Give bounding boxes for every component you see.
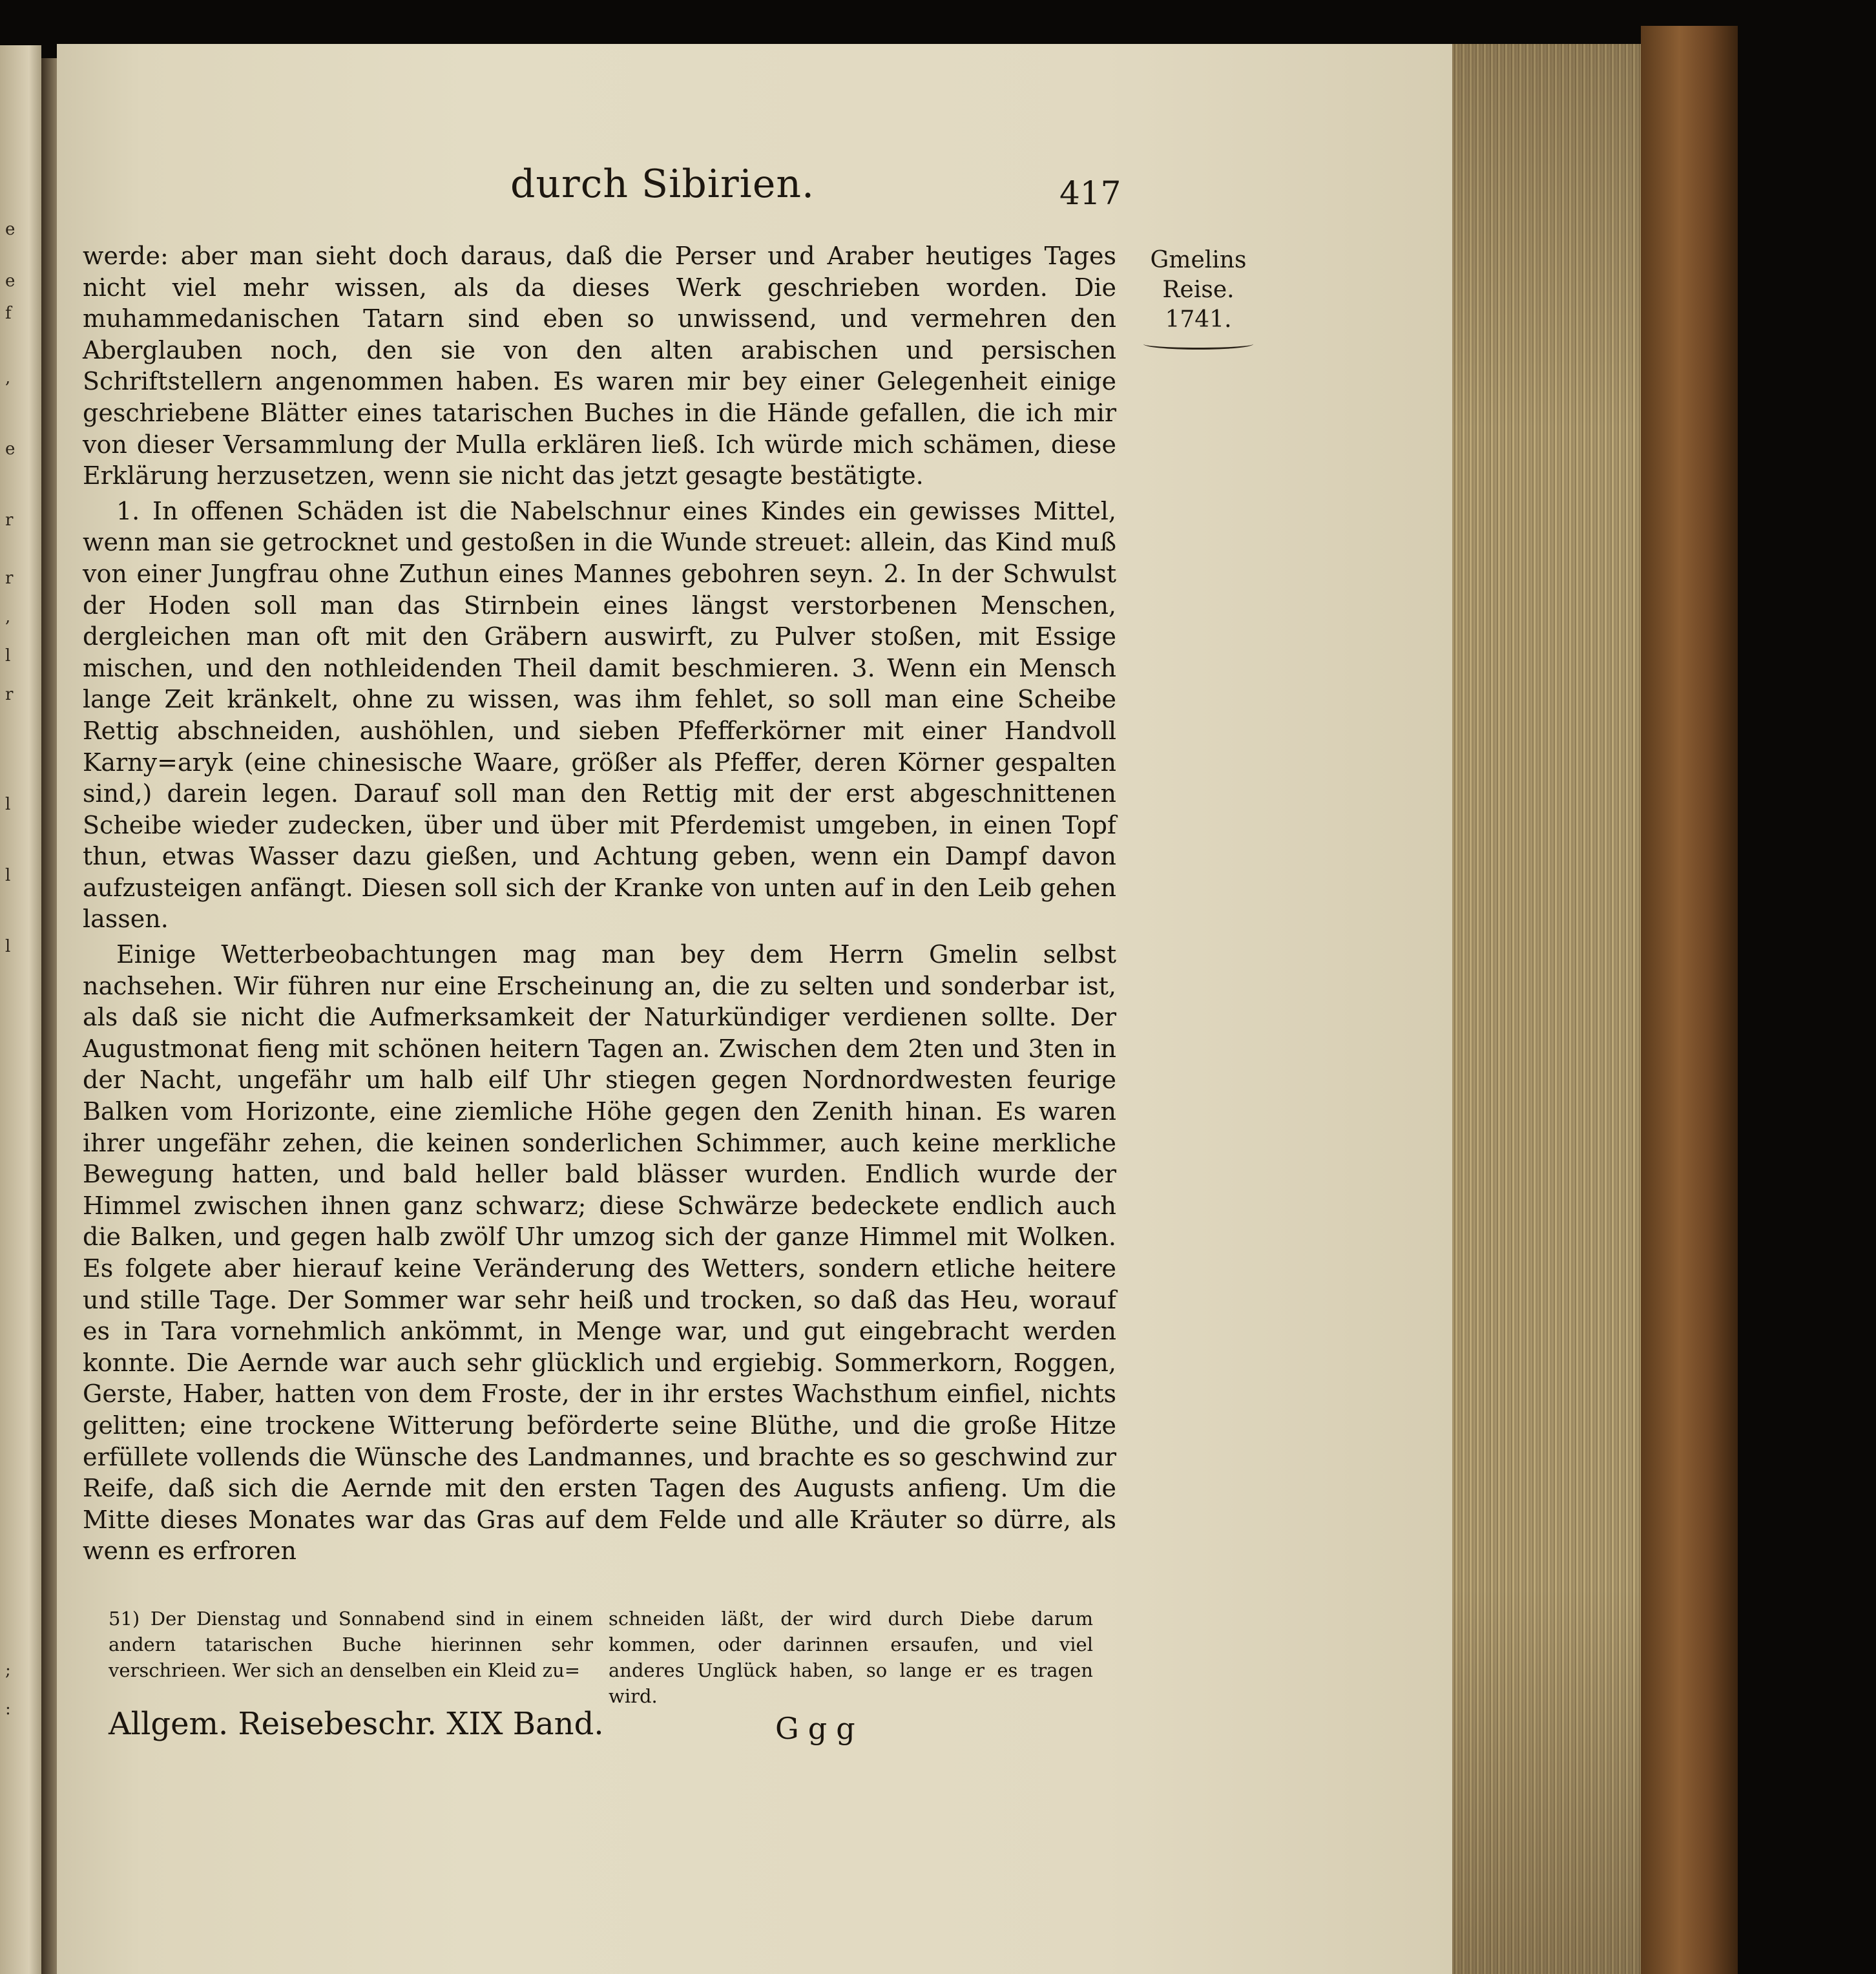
facing-page-letter: l	[5, 646, 11, 666]
facing-page-letter: e	[5, 271, 16, 291]
facing-page-letter: :	[5, 1699, 11, 1719]
facing-page-letter: ;	[5, 1661, 11, 1680]
facing-page-letter: l	[5, 866, 11, 885]
margin-note-year: 1741.	[1165, 306, 1232, 333]
facing-page-letter: f	[5, 304, 12, 323]
book-cover	[1641, 26, 1738, 1974]
margin-note-bracket	[1143, 339, 1253, 350]
facing-page-letter: ,	[5, 368, 11, 388]
paragraph: 1. In offenen Schäden ist die Nabelschnur eines Kindes ein gewisses Mittel, wenn man sie getrocknet und gestoßen in die Wunde streuet: allein, das Kind muß von einer Jungfrau ohne Zuthun eines Mannes gebohren seyn. 2. In der Schwulst der Hoden soll man das Stirnbein eines längst verstorbenen Menschen, dergleichen man oft mit den Gräbern auswirft, zu Pulver stoßen, mit Essige mischen, und den nothleidenden Theil damit beschmieren. 3. Wenn ein Mensch lange Zeit kränkelt, ohne zu wissen, was ihm fehlet, so soll man eine Scheibe Rettig abschneiden, aushöhlen, und sieben Pfefferkörner mit einer Handvoll Karny=aryk (eine chinesische Waare, größer als Pfeffer, deren Körner gespalten sind,) darein legen. Darauf soll man den Rettig mit der erst abgeschnittenen Scheibe wieder zudecken, über und über mit Pferdemist umgeben, in einen Topf thun, etwas Wasser dazu gießen, und Achtung geben, wenn ein Dampf davon aufzusteigen anfängt. Diesen soll sich der Kranke von unten auf in den Leib gehen lassen.	[83, 496, 1116, 934]
signature-line: Allgem. Reisebeschr. XIX Band.	[109, 1706, 604, 1742]
main-text	[83, 240, 1116, 1567]
facing-page-letter: r	[5, 685, 14, 704]
paragraph: Einige Wetterbeobachtungen mag man bey dem Herrn Gmelin selbst nachsehen. Wir führen nur eine Erscheinung an, die zu selten und sonderbar ist, als daß sie nicht die Aufmerksamkeit der Naturkündiger verdienen sollte. Der Augustmonat fieng mit schönen heitern Tagen an. Zwischen dem 2ten und 3ten in der Nacht, ungefähr um halb eilf Uhr stiegen gegen Nordnordwesten feurige Balken vom Horizonte, eine ziemliche Höhe gegen den Zenith hinan. Es waren ihrer ungefähr zehen, die keinen sonderlichen Schimmer, auch keine merkliche Bewegung hatten, und bald heller bald blässer wurden. Endlich wurde der Himmel zwischen ihnen ganz schwarz; diese Schwärze bedeckete endlich auch die Balken, und gegen halb zwölf Uhr umzog sich der ganze Himmel mit Wolken. Es folgete aber hierauf keine Veränderung des Wetters, sondern etliche heitere und stille Tage. Der Sommer war sehr heiß und trocken, so daß das Heu, worauf es in Tara vornehmlich ankömmt, in Menge war, und gut eingebracht werden konnte. Die Aernde war auch sehr glücklich und ergiebig. Sommerkorn, Roggen, Gerste, Haber, hatten von dem Froste, der in ihr erstes Wachsthum einfiel, nichts gelitten; eine trockene Witterung beförderte seine Blüthe, und die große Hitze erfüllete vollends die Wünsche des Landmannes, und brachte es so geschwind zur Reife, daß sich die Aernde mit den ersten Tagen des Augusts anfieng. Um die Mitte dieses Monates war das Gras auf dem Felde und alle Kräuter so dürre, als wenn es erfroren	[83, 940, 1116, 1566]
facing-page-letter: ,	[5, 607, 11, 627]
signature-mark: Ggg	[775, 1711, 864, 1746]
margin-note-line: Gmelins	[1150, 247, 1247, 273]
margin-note-line: Reise.	[1162, 277, 1235, 303]
facing-page-letter: r	[5, 569, 14, 588]
book-gutter	[41, 58, 57, 1974]
facing-page-letter: r	[5, 510, 14, 530]
facing-page-letter: e	[5, 220, 16, 239]
margin-note	[1137, 246, 1260, 350]
footnote-column-left: 51) Der Dienstag und Sonnabend sind in einem andern tatarischen Buche hierinnen sehr verschrieen. Wer sich an denselben ein Kleid zu=	[109, 1608, 593, 1681]
page-number: 417	[1059, 174, 1121, 212]
running-head: durch Sibirien.	[510, 162, 815, 207]
facing-page-edge	[0, 45, 41, 1974]
facing-page-letter: e	[5, 439, 16, 459]
footnote-column-right: schneiden läßt, der wird durch Diebe darum kommen, oder darinnen ersaufen, und viel anderes Unglück haben, so lange er es tragen wird.	[609, 1608, 1093, 1707]
paragraph: werde: aber man sieht doch daraus, daß die Perser und Araber heutiges Tages nicht viel mehr wissen, als da dieses Werk geschrieben worden. Die muhammedanischen Tatarn sind eben so unwissend, und vermehren den Aberglauben noch, den sie von den alten arabischen und persischen Schriftstellern angenommen haben. Es waren mir bey einer Gelegenheit einige geschriebene Blätter eines tatarischen Buches in die Hände gefallen, die ich mir von dieser Versammlung der Mulla erklären ließ. Ich würde mich schämen, diese Erklärung herzusetzen, wenn sie nicht das jetzt gesagte bestätigte.	[83, 242, 1116, 490]
facing-page-letter: l	[5, 937, 11, 956]
facing-page-letter: l	[5, 795, 11, 814]
